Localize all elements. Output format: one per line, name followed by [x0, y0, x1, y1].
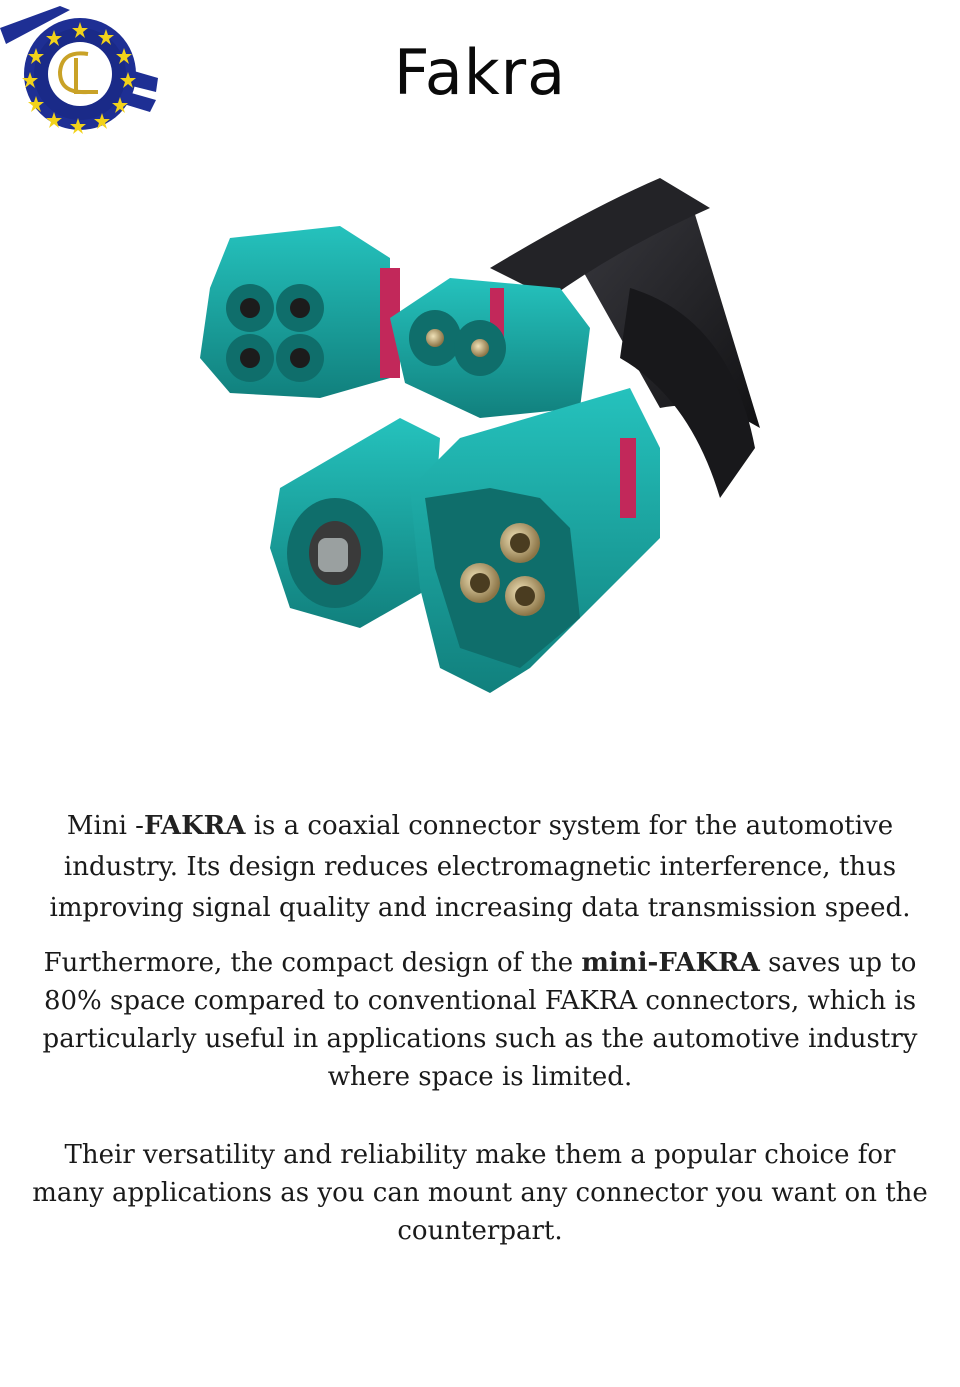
paragraph-intro	[30, 806, 930, 929]
paragraph-intro-prefix: Mini -	[66, 811, 144, 841]
paragraph-compact-text: saves up to 80% space compared to conventional FAKRA connectors, which is particularly useful in applications such as the automotive industry where space is limited.	[42, 948, 918, 1092]
product-image	[190, 168, 770, 708]
fakra-connectors-photo-icon	[190, 168, 770, 708]
brand-mini-fakra: mini-FAKRA	[581, 948, 760, 978]
paragraph-compact-prefix: Furthermore, the compact design of the	[43, 948, 582, 978]
paragraph-intro-text: is a coaxial connector system for the automotive industry. Its design reduces electromagnetic interference, thus improving signal quality and increasing data transmission speed.	[49, 811, 911, 923]
paragraph-compact-design	[30, 944, 930, 1096]
brand-fakra: FAKRA	[143, 811, 246, 841]
paragraph-versatility: Their versatility and reliability make them a popular choice for many applications as you can mount any connector you want on the counterpart.	[32, 1140, 928, 1246]
page-title: Fakra	[393, 36, 567, 109]
